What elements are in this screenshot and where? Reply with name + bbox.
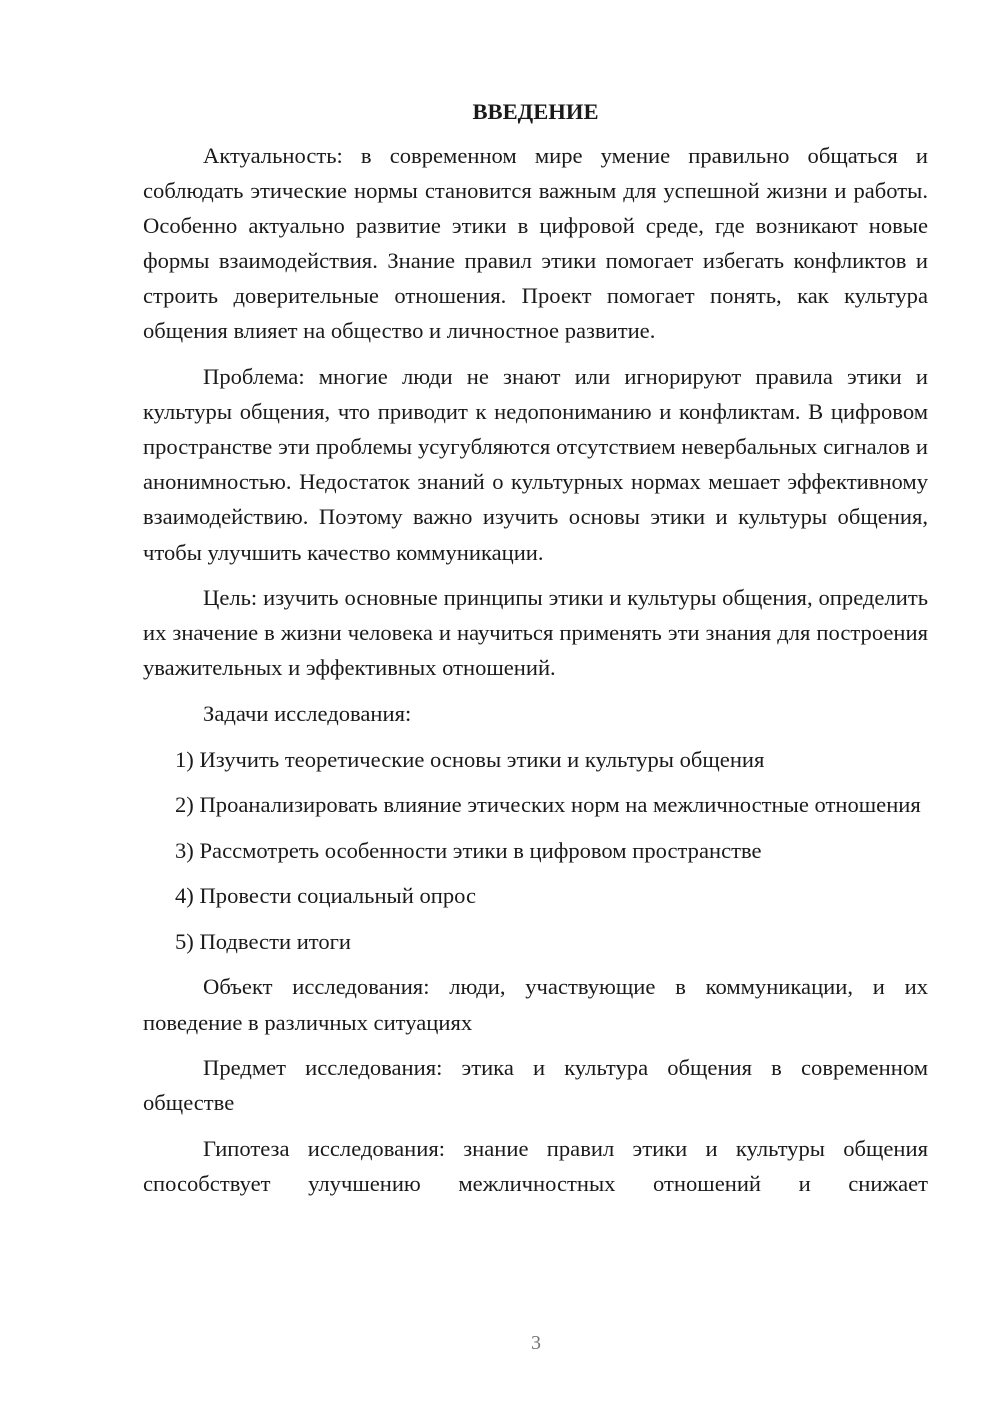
section-title: ВВЕДЕНИЕ (472, 99, 599, 124)
page-content (143, 96, 928, 1212)
task-item-1: 1) Изучить теоретические основы этики и культуры общения (175, 746, 765, 772)
paragraph-goal: Цель: изучить основные принципы этики и культуры общения, определить их значение в жизни человека и научиться применять эти знания для построения уважительных и эффективных отношений. (143, 585, 928, 681)
paragraph-relevance: Актуальность: в современном мире умение правильно общаться и соблюдать этические нормы становится важным для успешной жизни и работы. Особенно актуально развитие этики в цифровой среде, где возникают новые формы взаимодействия. Знание правил этики помогает избегать конфликтов и строить доверительные отношения. Проект помогает понять, как культура общения влияет на общество и личностное развитие. (143, 143, 928, 344)
task-item-2: 2) Проанализировать влияние этических норм на межличностные отношения (175, 792, 921, 818)
task-item-3: 3) Рассмотреть особенности этики в цифровом пространстве (175, 837, 762, 863)
page-number: 3 (531, 1332, 541, 1354)
task-item-5: 5) Подвести итоги (175, 928, 352, 954)
paragraph-subject: Предмет исследования: этика и культура общения в современном обществе (143, 1055, 928, 1116)
tasks-heading: Задачи исследования: (203, 700, 412, 726)
paragraph-hypothesis: Гипотеза исследования: знание правил этики и культуры общения способствует улучшению межличностных отношений и снижает (143, 1135, 928, 1196)
paragraph-problem: Проблема: многие люди не знают или игнорируют правила этики и культуры общения, что приводит к недопониманию и конфликтам. В цифровом пространстве эти проблемы усугубляются отсутствием невербальных сигналов и анонимностью. Недостаток знаний о культурных нормах мешает эффективному взаимодействию. Поэтому важно изучить основы этики и культуры общения, чтобы улучшить качество коммуникации. (143, 364, 928, 565)
paragraph-object: Объект исследования: люди, участвующие в коммуникации, и их поведение в различных ситуациях (143, 974, 928, 1035)
task-item-4: 4) Провести социальный опрос (175, 883, 477, 909)
